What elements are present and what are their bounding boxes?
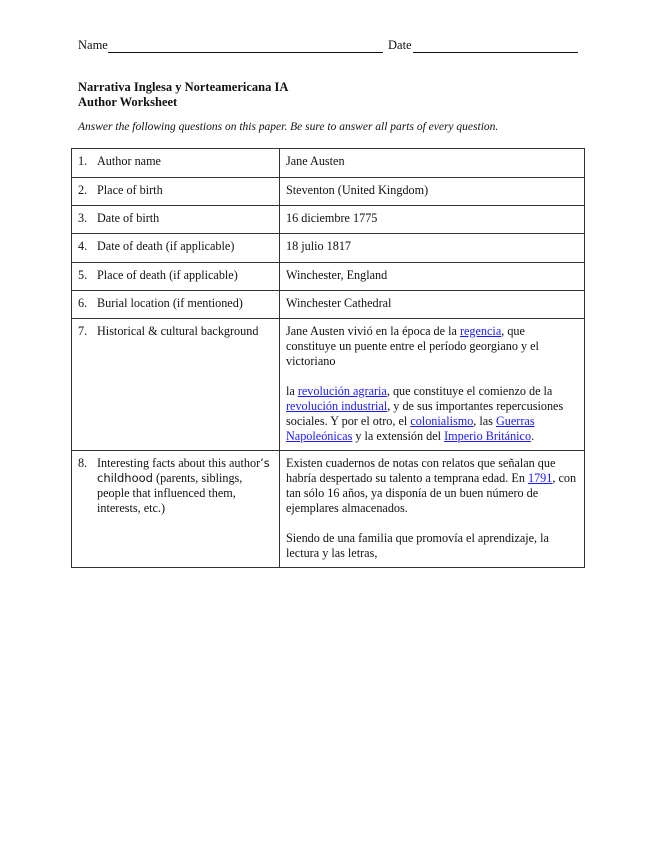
answer-paragraph — [286, 384, 578, 444]
date-field-line[interactable] — [413, 52, 578, 53]
answer-paragraph — [286, 324, 578, 369]
worksheet-title: Author Worksheet — [78, 95, 178, 109]
question-cell — [72, 451, 280, 568]
question-cell — [72, 291, 280, 319]
question-number: 6. — [78, 296, 88, 310]
question-number: 1. — [78, 154, 88, 168]
course-title: Narrativa Inglesa y Norteamericana IA — [78, 80, 289, 94]
answer-text: , y de sus importantes repercusiones sociales. Y por el otro, el — [286, 399, 564, 428]
table-row — [72, 319, 585, 451]
question-cell — [72, 234, 280, 263]
table-row — [72, 149, 585, 178]
answer-text: Jane Austen vivió en la época de la — [286, 324, 460, 338]
question-text: Historical & cultural background — [97, 324, 259, 338]
link-guerras-napoleonicas[interactable]: Guerras Napoleónicas — [286, 414, 535, 443]
answer-cell — [280, 451, 585, 568]
question-text — [97, 456, 271, 516]
answer-text: la — [286, 384, 298, 398]
question-number: 3. — [78, 211, 88, 225]
link-revolucion-agraria[interactable]: revolución agraria — [297, 384, 387, 398]
link-imperio-britanico[interactable]: Imperio Británico — [444, 429, 532, 443]
answer-cell: Jane Austen — [280, 149, 585, 178]
answer-cell: Steventon (United Kingdom) — [280, 178, 585, 206]
question-number: 4. — [78, 239, 88, 253]
answer-cell: 18 julio 1817 — [280, 234, 585, 263]
answer-paragraph: Siendo de una familia que promovía el aprendizaje, la lectura y las letras, — [286, 531, 549, 560]
answer-text: y la extensión del — [352, 429, 445, 443]
link-regencia[interactable]: regencia — [459, 324, 502, 338]
name-field-line[interactable] — [108, 52, 383, 53]
question-text: Author name — [97, 154, 161, 168]
answer-text: , que constituye el comienzo de la — [386, 384, 553, 398]
link-1791[interactable]: 1791 — [527, 471, 553, 485]
question-text-part: ’s childhood — [97, 456, 270, 485]
worksheet-heading — [78, 80, 288, 110]
table-row — [72, 234, 585, 263]
name-label: Name — [78, 38, 108, 52]
question-text: Place of death (if applicable) — [97, 268, 238, 282]
question-cell — [72, 178, 280, 206]
answer-text: , que constituye un puente entre el período georgiano y el victoriano — [286, 324, 539, 368]
question-text: Date of death (if applicable) — [97, 239, 235, 253]
answer-cell — [280, 319, 585, 451]
table-row — [72, 206, 585, 234]
question-number: 2. — [78, 183, 88, 197]
answer-paragraph — [286, 456, 578, 516]
link-colonialismo[interactable]: colonialismo — [410, 414, 474, 428]
answer-text: , con tan sólo 16 años, ya disponía de un buen número de ejemplares almacenados. — [286, 471, 577, 515]
answer-cell: Winchester, England — [280, 263, 585, 291]
answer-cell: 16 diciembre 1775 — [280, 206, 585, 234]
question-text: Burial location (if mentioned) — [97, 296, 243, 310]
table-row — [72, 291, 585, 319]
question-text-part: (parents, siblings, people that influenced them, interests, etc.) — [97, 471, 243, 515]
question-cell — [72, 319, 280, 451]
answer-text: . — [531, 429, 535, 443]
instructions: Answer the following questions on this paper. Be sure to answer all parts of every question. — [78, 121, 499, 133]
question-text-part: Interesting facts about this author — [97, 456, 261, 470]
answer-text: , las — [473, 414, 496, 428]
answer-cell: Winchester Cathedral — [280, 291, 585, 319]
question-cell — [72, 149, 280, 178]
question-number: 8. — [78, 456, 88, 470]
question-cell — [72, 206, 280, 234]
question-number: 5. — [78, 268, 88, 282]
question-text: Date of birth — [97, 211, 160, 225]
question-text: Place of birth — [97, 183, 163, 197]
table-row — [72, 451, 585, 568]
question-number: 7. — [78, 324, 88, 338]
name-date-header — [78, 38, 578, 56]
answer-text: Existen cuadernos de notas con relatos que señalan que habría despertado su talento a temprana edad. En — [286, 456, 556, 485]
link-revolucion-industrial[interactable]: revolución industrial — [286, 399, 388, 413]
author-worksheet-table — [71, 148, 585, 568]
question-cell — [72, 263, 280, 291]
table-row — [72, 178, 585, 206]
table-row — [72, 263, 585, 291]
date-label: Date — [388, 38, 412, 52]
